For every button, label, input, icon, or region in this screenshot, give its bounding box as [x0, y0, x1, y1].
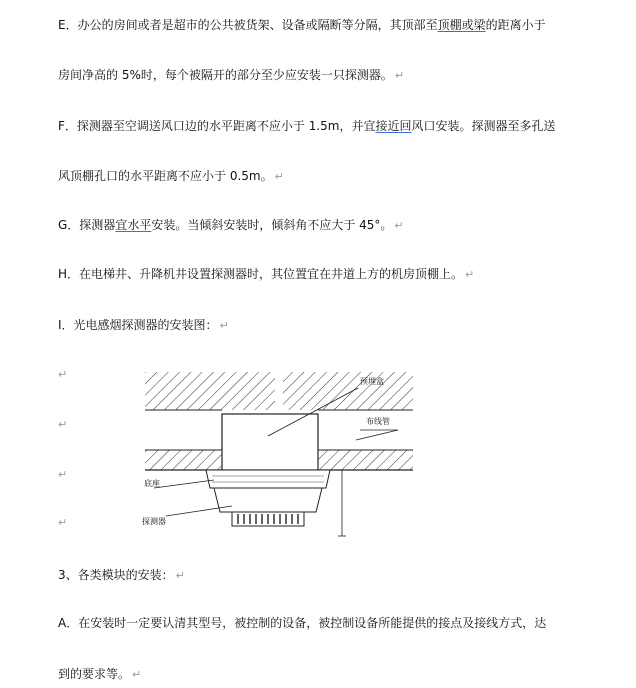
underlined-phrase: 接近回	[375, 119, 412, 133]
para-a-line1: A．在安装时一定要认清其型号，被控制的设备，被控制设备所能提供的接点及接线方式，达	[58, 616, 547, 630]
paragraph-mark-icon: ↵	[58, 418, 68, 431]
paragraph-mark-icon: ↵	[394, 69, 405, 82]
detector-base	[206, 470, 330, 488]
smoke-detector-install-diagram	[140, 366, 440, 542]
section-3-heading: 3、各类模块的安装： ↵	[58, 568, 185, 582]
paragraph-mark-icon: ↵	[58, 368, 68, 381]
para-h: H．在电梯井、升降机井设置探测器时，其位置宜在井道上方的机房顶棚上。 ↵	[58, 267, 475, 281]
label-base: 底座	[144, 479, 160, 488]
paragraph-mark-icon: ↵	[219, 319, 229, 332]
para-e-line1: E．办公的房间或者是超市的公共被货架、设备或隔断等分隔，其顶部至顶棚或梁的距离小于	[58, 18, 546, 32]
para-f-line2: 风顶棚孔口的水平距离不应小于 0.5m。 ↵	[58, 169, 284, 183]
para-g: G．探测器宜水平安装。当倾斜安装时，倾斜角不应大于 45°。 ↵	[58, 218, 404, 232]
label-conduit: 布线管	[366, 417, 390, 426]
para-f-line1: F．探测器至空调送风口边的水平距离不应小于 1.5m，并宜接近回风口安装。探测器至多孔送	[58, 119, 556, 133]
ceiling-slab-right	[283, 372, 413, 410]
ceiling-slab-left	[145, 372, 275, 410]
para-a-line2: 到的要求等。 ↵	[58, 667, 142, 681]
underlined-phrase: 宜水平	[115, 218, 152, 232]
embedded-box	[222, 414, 318, 470]
underlined-phrase: 顶棚或梁	[437, 18, 486, 32]
paragraph-mark-icon: ↵	[394, 219, 404, 232]
detector-body	[214, 488, 322, 512]
para-e-line2: 房间净高的 5%时，每个被隔开的部分至少应安装一只探测器。 ↵	[58, 68, 405, 82]
paragraph-mark-icon: ↵	[58, 468, 68, 481]
paragraph-mark-icon: ↵	[132, 668, 142, 681]
paragraph-mark-icon: ↵	[175, 569, 185, 582]
paragraph-mark-icon: ↵	[465, 268, 475, 281]
label-detector: 探测器	[142, 517, 166, 526]
paragraph-mark-icon: ↵	[274, 170, 284, 183]
label-embedded-box: 预埋盒	[360, 377, 384, 386]
para-i: I．光电感烟探测器的安装图： ↵	[58, 318, 229, 332]
paragraph-mark-icon: ↵	[58, 516, 68, 529]
